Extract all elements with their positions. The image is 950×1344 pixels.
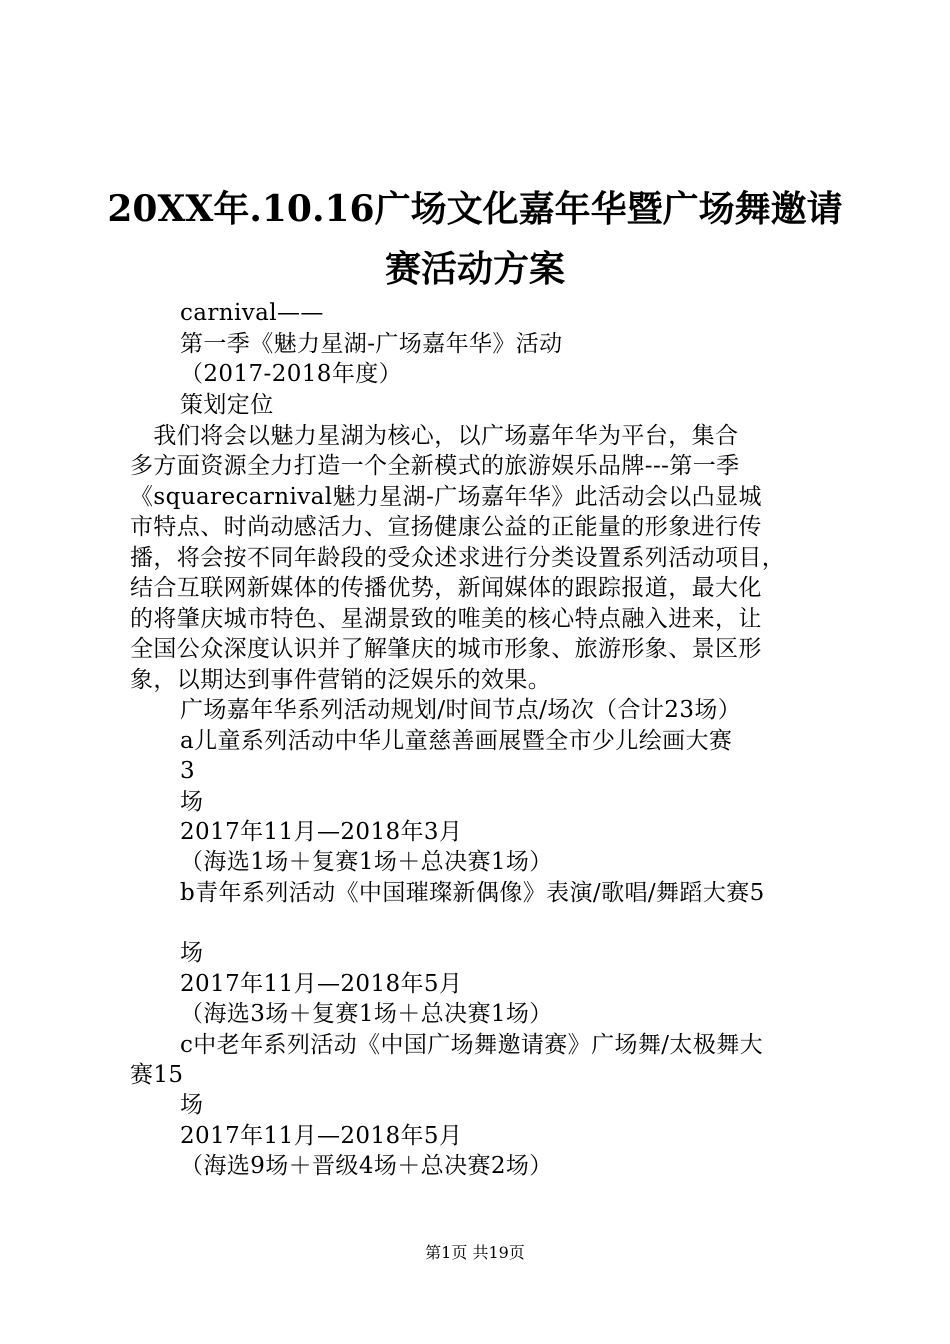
text-line: 广场嘉年华系列活动规划/时间节点/场次（合计23场） — [180, 697, 742, 723]
paragraph-line: 赛15 — [130, 1062, 184, 1088]
paragraph-line: 的将肇庆城市特色、星湖景致的唯美的核心特点融入进来，让 — [130, 606, 762, 632]
text-line: （海选3场＋复赛1场＋总决赛1场） — [180, 1001, 553, 1027]
paragraph-line: 结合互联网新媒体的传播优势，新闻媒体的跟踪报道，最大化 — [130, 575, 762, 601]
paragraph-line: 播，将会按不同年龄段的受众述求进行分类设置系列活动项目， — [130, 545, 786, 571]
text-line: 场 — [180, 940, 204, 966]
text-line: （海选1场＋复赛1场＋总决赛1场） — [180, 849, 553, 875]
paragraph-line: 市特点、时尚动感活力、宣扬健康公益的正能量的形象进行传 — [130, 514, 762, 540]
text-line: （海选9场＋晋级4场＋总决赛2场） — [180, 1153, 553, 1179]
text-line: 第一季《魅力星湖-广场嘉年华》活动 — [180, 331, 563, 357]
paragraph-line: 我们将会以魅力星湖为核心，以广场嘉年华为平台，集合 — [130, 423, 739, 449]
text-line: 2017年11月—2018年5月 — [180, 971, 463, 997]
paragraph-line: 多方面资源全力打造一个全新模式的旅游娱乐品牌---第一季 — [130, 453, 740, 479]
paragraph-line: 《squarecarnival魅力星湖-广场嘉年华》此活动会以凸显城 — [130, 484, 762, 510]
text-line: 场 — [180, 789, 204, 815]
text-line: 策划定位 — [180, 392, 274, 418]
text-line: a儿童系列活动中华儿童慈善画展暨全市少儿绘画大赛 — [180, 728, 733, 754]
text-line: carnival—— — [180, 300, 324, 326]
text-line: 3 — [180, 758, 196, 784]
text-line: c中老年系列活动《中国广场舞邀请赛》广场舞/太极舞大 — [180, 1032, 764, 1058]
text-line: b青年系列活动《中国璀璨新偶像》表演/歌唱/舞蹈大赛5 — [180, 880, 765, 906]
paragraph-line: 全国公众深度认识并了解肇庆的城市形象、旅游形象、景区形 — [130, 636, 762, 662]
document-title-line-1: 20XX年.10.16广场文化嘉年华暨广场舞邀请 — [107, 188, 843, 230]
paragraph-line: 象，以期达到事件营销的泛娱乐的效果。 — [130, 667, 552, 693]
text-line: 2017年11月—2018年5月 — [180, 1123, 463, 1149]
document-title-line-2: 赛活动方案 — [384, 248, 565, 290]
page-footer: 第1页 共19页 — [425, 1243, 525, 1262]
text-line: 2017年11月—2018年3月 — [180, 819, 463, 845]
text-line: 场 — [180, 1092, 204, 1118]
text-line: （2017-2018年度） — [180, 361, 403, 387]
